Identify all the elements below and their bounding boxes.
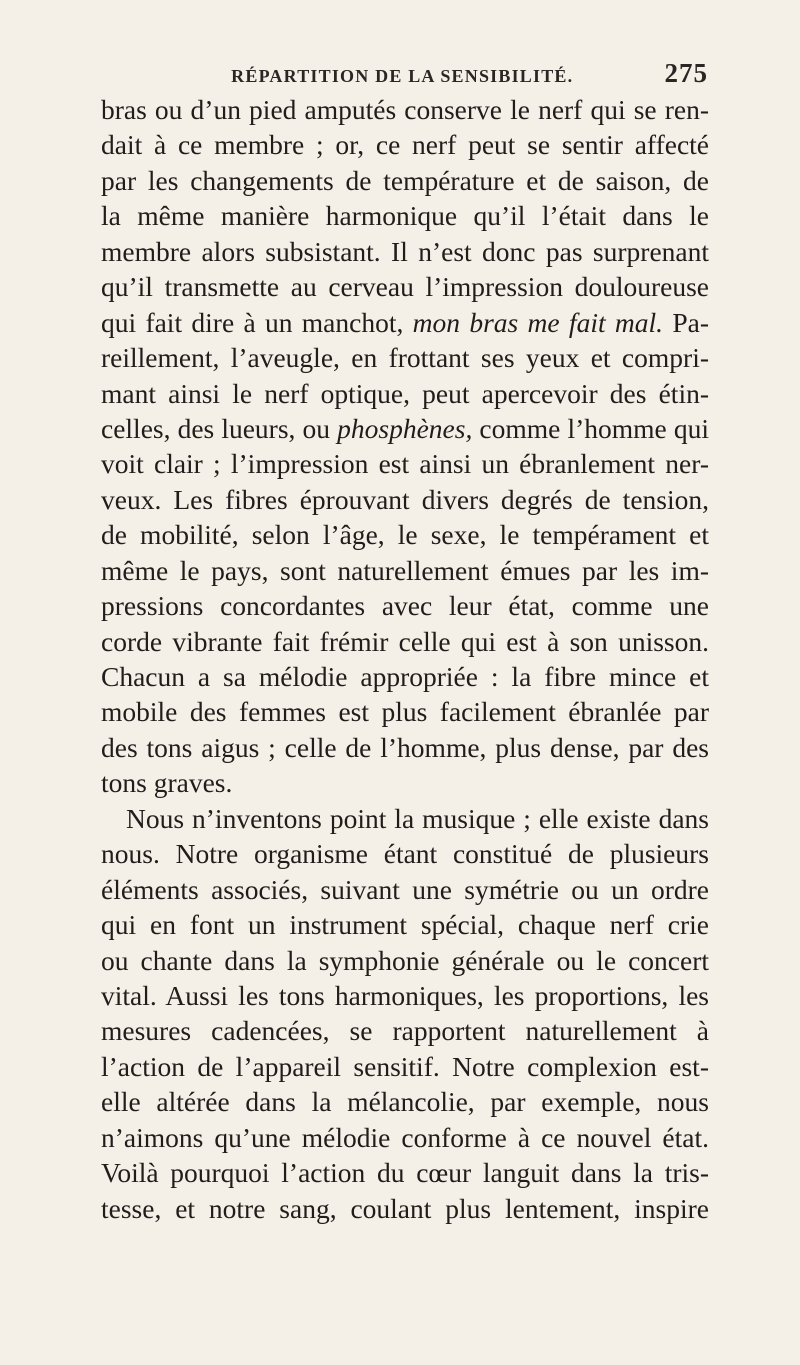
text-line: Chacun a sa mélodie appropriée : la fibre mince et — [101, 661, 709, 692]
text-line: ou chante dans la symphonie générale ou le concert — [101, 944, 709, 976]
text-line: qu’il transmette au cerveau l’impression douloureuse — [101, 271, 709, 303]
text-line: tesse, et notre sang, coulant plus lentement, inspire — [101, 1192, 709, 1224]
text-line: mant ainsi le nerf optique, peut apercevoir des étin- — [101, 377, 709, 409]
text-line: membre alors subsistant. Il n’est donc pas surprenant — [101, 235, 709, 267]
text-line: corde vibrante fait frémir celle qui est à son unisson. — [101, 625, 709, 657]
text-line: de mobilité, selon l’âge, le sexe, le tempérament et — [101, 519, 709, 551]
italic-phrase: phosphènes, — [337, 412, 473, 444]
text-line: par les changements de température et de saison, de — [101, 164, 709, 196]
text-line: l’action de l’appareil sensitif. Notre complexion est- — [101, 1050, 709, 1082]
text-line: qui en font un instrument spécial, chaque nerf crie — [101, 909, 709, 941]
text-line: n’aimons qu’une mélodie conforme à ce nouvel état. — [101, 1121, 709, 1153]
text-line: vital. Aussi les tons harmoniques, les proportions, les — [101, 979, 709, 1011]
text-segment: qui fait dire à un manchot, — [101, 306, 413, 338]
text-line: éléments associés, suivant une symétrie ou un ordre — [101, 873, 709, 905]
text-line: reillement, l’aveugle, en frottant ses yeux et compri- — [101, 342, 709, 374]
text-line: pressions concordantes avec leur état, comme une — [101, 590, 709, 622]
text-line: voit clair ; l’impression est ainsi un ébranlement ner- — [101, 448, 709, 480]
text-line: bras ou d’un pied amputés conserve le nerf qui se ren- — [101, 94, 709, 125]
page-number: 275 — [664, 58, 708, 88]
text-line: même le pays, sont naturellement émues par les im- — [101, 554, 709, 586]
text-segment: comme l’homme qui — [472, 412, 709, 444]
body-text — [101, 92, 709, 1226]
text-line: la même manière harmonique qu’il l’était dans le — [101, 200, 709, 232]
text-line: mesures cadencées, se rapportent naturellement à — [101, 1015, 709, 1047]
text-line: nous. Notre organisme étant constitué de plusieurs — [101, 838, 709, 870]
text-line: elle altérée dans la mélancolie, par exemple, nous — [101, 1086, 709, 1118]
text-segment: celles, des lueurs, ou — [101, 412, 338, 444]
text-line: mobile des femmes est plus facilement ébranlée par — [101, 696, 709, 728]
running-head: RÉPARTITION DE LA SENSIBILITÉ. — [231, 66, 574, 86]
text-segment: Pa- — [663, 306, 709, 338]
text-line: tons graves. — [101, 767, 233, 799]
text-line: Nous n’inventons point la musique ; elle existe dans — [126, 802, 709, 834]
text-line — [101, 411, 709, 446]
text-line: des tons aigus ; celle de l’homme, plus dense, par des — [101, 731, 709, 763]
text-line: veux. Les fibres éprouvant divers degrés de tension, — [101, 483, 709, 515]
italic-phrase: mon bras me fait mal. — [412, 306, 664, 338]
text-line: Voilà pourquoi l’action du cœur languit dans la tris- — [101, 1157, 709, 1189]
text-line — [101, 305, 709, 340]
text-line: dait à ce membre ; or, ce nerf peut se sentir affecté — [101, 129, 709, 161]
